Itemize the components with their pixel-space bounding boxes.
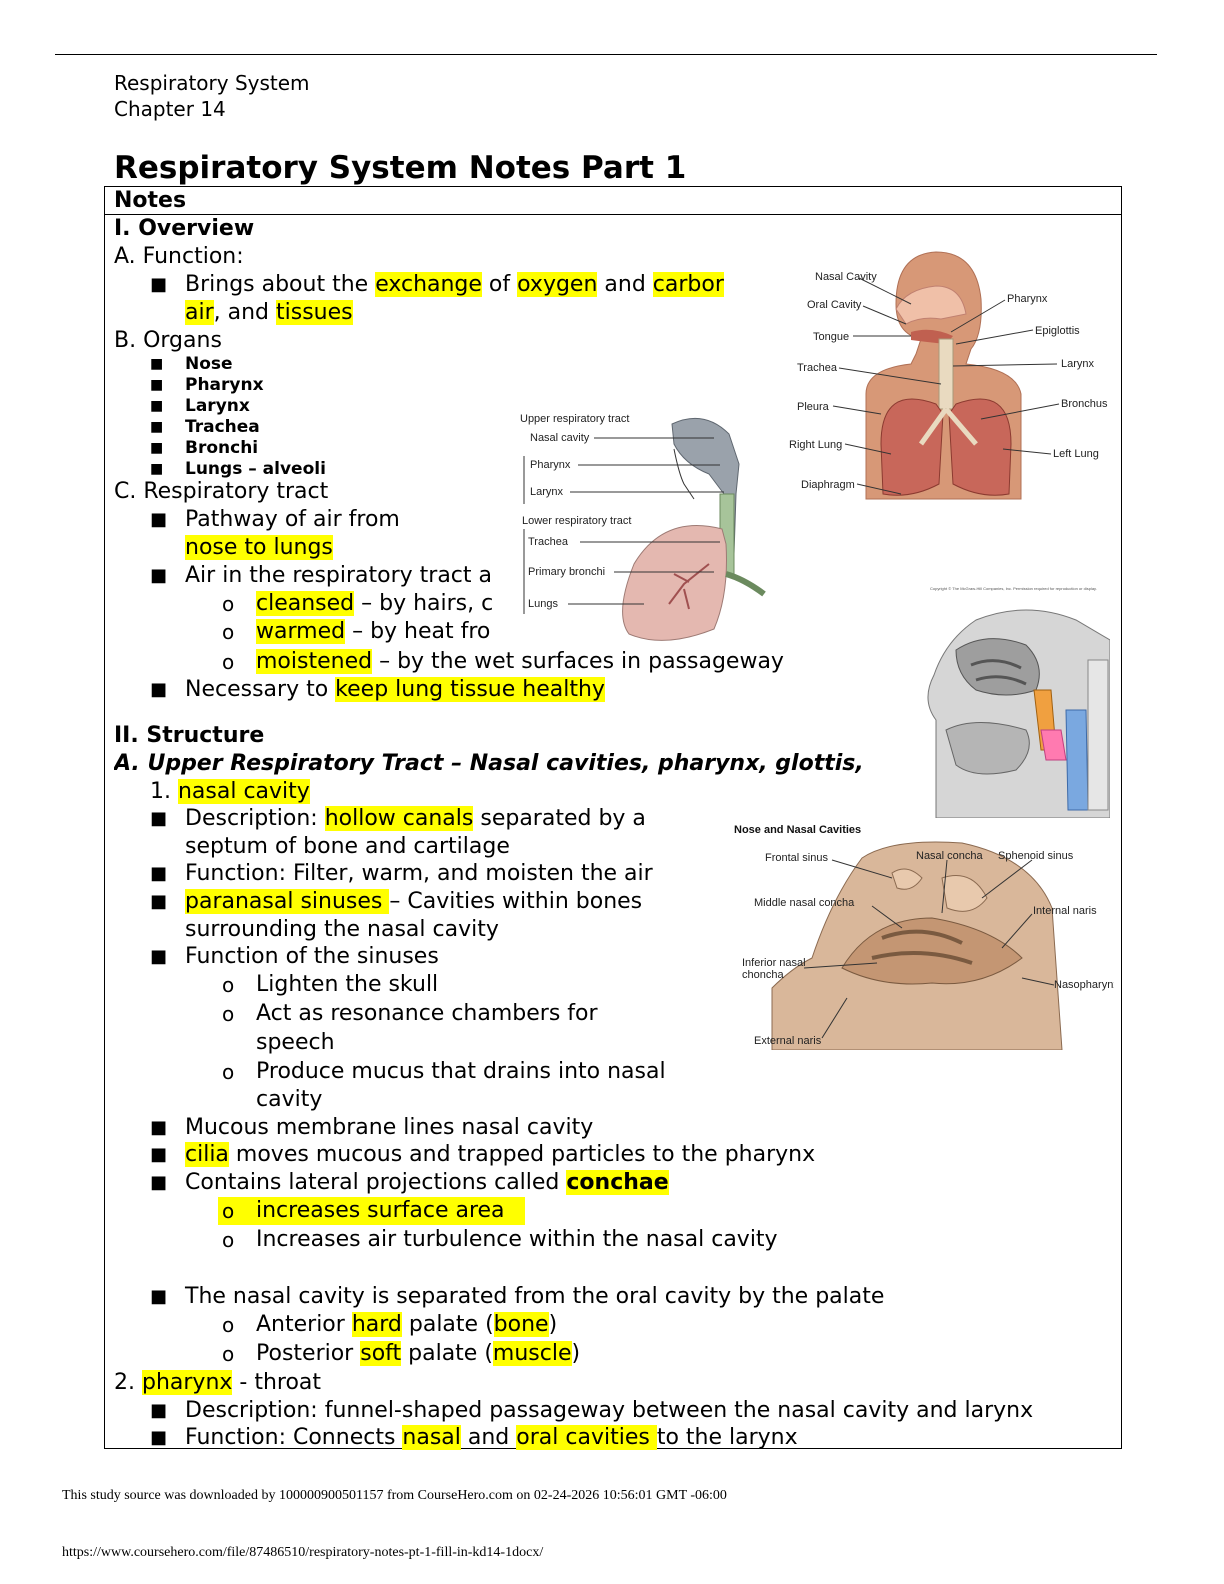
palate-line: The nasal cavity is separated from the oral cavity by the palate — [185, 1284, 885, 1309]
square-bullet: ■ — [150, 1286, 168, 1307]
function-line-2: air, and tissues — [185, 300, 353, 325]
download-notice: This study source was downloaded by 100000900501157 from CourseHero.com on 02-24-2026 10:56:01 GMT -06:00 — [62, 1488, 727, 1503]
label-choncha: choncha — [742, 969, 784, 981]
organ-item: Larynx — [185, 396, 250, 416]
label-right-lung: Right Lung — [789, 439, 843, 451]
organ-item: Trachea — [185, 417, 260, 437]
nasal-cavities-figure — [732, 818, 1114, 1050]
function-filter: Function: Filter, warm, and moisten the air — [185, 861, 653, 886]
page-title: Respiratory System Notes Part 1 — [114, 150, 687, 186]
square-bullet: ■ — [150, 356, 164, 372]
overview-heading: I. Overview — [114, 216, 255, 241]
notes-box-top — [104, 186, 1122, 187]
lower-tract-title: Lower respiratory tract — [522, 515, 632, 527]
circle-bullet: o — [222, 973, 235, 997]
square-bullet: ■ — [150, 1400, 168, 1421]
pharynx-heading: 2. pharynx - throat — [114, 1370, 322, 1395]
sagittal-head-figure — [916, 580, 1110, 818]
paranasal-line-1: paranasal sinuses – Cavities within bones — [185, 889, 643, 914]
nasal-cavity-heading: 1. nasal cavity — [150, 779, 310, 804]
circle-bullet: o — [222, 592, 235, 616]
square-bullet: ■ — [150, 461, 164, 477]
square-bullet: ■ — [150, 1172, 168, 1193]
top-rule — [55, 54, 1157, 55]
organ-item: Lungs – alveoli — [185, 459, 326, 479]
pharynx-description: Description: funnel-shaped passageway between the nasal cavity and larynx — [185, 1398, 1034, 1423]
square-bullet: ■ — [150, 891, 168, 912]
label-lungs-tract: Lungs — [528, 598, 558, 610]
label-oral-cavity: Oral Cavity — [807, 299, 862, 311]
surface-area-line: increases surface area — [256, 1198, 505, 1223]
label-pharynx-tract: Pharynx — [530, 459, 571, 471]
label-trachea: Trachea — [797, 362, 837, 374]
square-bullet: ■ — [150, 1427, 168, 1448]
respiratory-system-figure — [771, 244, 1120, 506]
description-line-1: Description: hollow canals separated by a — [185, 806, 646, 831]
notes-label: Notes — [114, 188, 187, 213]
source-url[interactable]: https://www.coursehero.com/file/87486510/respiratory-notes-pt-1-fill-in-kd14-1docx/ — [62, 1545, 544, 1560]
upper-tract-title: Upper respiratory tract — [520, 413, 630, 425]
label-nasal-cavity-tract: Nasal cavity — [530, 432, 590, 444]
moistened-line: moistened – by the wet surfaces in passageway — [256, 649, 784, 674]
circle-bullet: o — [222, 1313, 235, 1337]
nose-figure-title: Nose and Nasal Cavities — [734, 824, 862, 836]
organ-item: Nose — [185, 354, 233, 374]
label-larynx: Larynx — [1061, 358, 1095, 370]
square-bullet: ■ — [150, 377, 164, 393]
pharynx-function: Function: Connects nasal and oral cavities to the larynx — [185, 1425, 798, 1450]
label-inferior-nasal: Inferior nasal — [742, 957, 806, 969]
circle-bullet: o — [222, 650, 235, 674]
label-diaphragm: Diaphragm — [801, 479, 855, 491]
label-internal-naris: Internal naris — [1033, 905, 1097, 917]
square-bullet: ■ — [150, 398, 164, 414]
sinus-item: Act as resonance chambers for — [256, 1001, 598, 1026]
label-nasal-concha: Nasal concha — [916, 850, 983, 862]
square-bullet: ■ — [150, 808, 168, 829]
label-bronchus: Bronchus — [1061, 398, 1108, 410]
respiratory-tract-figure — [514, 404, 770, 644]
circle-bullet: o — [222, 620, 235, 644]
circle-bullet: o — [222, 1060, 235, 1084]
sinus-function: Function of the sinuses — [185, 944, 439, 969]
circle-bullet: o — [222, 1228, 235, 1252]
sinus-item: Produce mucus that drains into nasal — [256, 1059, 666, 1084]
organ-item: Pharynx — [185, 375, 264, 395]
sinus-item-cont: speech — [256, 1030, 335, 1055]
sinus-item-cont: cavity — [256, 1087, 323, 1112]
label-pleura: Pleura — [797, 401, 829, 413]
circle-bullet: o — [222, 1199, 235, 1223]
description-line-2: septum of bone and cartilage — [185, 834, 510, 859]
label-larynx-tract: Larynx — [530, 486, 564, 498]
necessary-line: Necessary to keep lung tissue healthy — [185, 677, 605, 702]
conchae-line: Contains lateral projections called conchae — [185, 1170, 669, 1195]
label-middle-nasal-concha: Middle nasal concha — [754, 897, 855, 909]
anterior-palate-line: Anterior hard palate (bone) — [256, 1312, 558, 1337]
square-bullet: ■ — [150, 946, 168, 967]
label-left-lung: Left Lung — [1053, 448, 1099, 460]
pathway-line-1: Pathway of air from — [185, 507, 400, 532]
square-bullet: ■ — [150, 863, 168, 884]
label-epiglottis: Epiglottis — [1035, 325, 1080, 337]
turbulence-line: Increases air turbulence within the nasal cavity — [256, 1227, 778, 1252]
square-bullet: ■ — [150, 509, 168, 530]
header-chapter: Chapter 14 — [114, 97, 226, 121]
organ-item: Bronchi — [185, 438, 259, 458]
sinus-item: Lighten the skull — [256, 972, 439, 997]
function-line-1: Brings about the exchange of oxygen and carbor — [185, 272, 724, 297]
tract-label: C. Respiratory tract — [114, 479, 329, 504]
label-external-naris: External naris — [754, 1035, 822, 1047]
label-primary-bronchi: Primary bronchi — [528, 566, 606, 578]
square-bullet: ■ — [150, 440, 164, 456]
cleansed-line: cleansed – by hairs, c — [256, 591, 494, 616]
square-bullet: ■ — [150, 1117, 168, 1138]
label-tongue: Tongue — [813, 331, 850, 343]
cilia-line: cilia moves mucous and trapped particles to the pharynx — [185, 1142, 816, 1167]
circle-bullet: o — [222, 1002, 235, 1026]
warmed-line: warmed – by heat fro — [256, 619, 491, 644]
label-nasal-cavity: Nasal Cavity — [815, 271, 877, 283]
notes-rule — [104, 214, 1122, 215]
structure-heading: II. Structure — [114, 723, 265, 748]
square-bullet: ■ — [150, 1144, 168, 1165]
function-label: A. Function: — [114, 244, 244, 269]
posterior-palate-line: Posterior soft palate (muscle) — [256, 1341, 581, 1366]
copyright-note: Copyright © The McGraw-Hill Companies, Inc. Permission required for reproduction or display. — [930, 586, 1097, 591]
label-sphenoid-sinus: Sphenoid sinus — [998, 850, 1074, 862]
square-bullet: ■ — [150, 565, 168, 586]
label-nasopharynx: Nasopharynx — [1054, 979, 1114, 991]
label-pharynx: Pharynx — [1007, 293, 1048, 305]
square-bullet: ■ — [150, 679, 168, 700]
square-bullet: ■ — [150, 274, 168, 295]
header-subject: Respiratory System — [114, 71, 310, 95]
organs-label: B. Organs — [114, 328, 222, 353]
label-trachea-tract: Trachea — [528, 536, 568, 548]
upper-tract-heading: A. Upper Respiratory Tract – Nasal cavities, pharynx, glottis, — [114, 751, 864, 776]
paranasal-line-2: surrounding the nasal cavity — [185, 917, 499, 942]
square-bullet: ■ — [150, 419, 164, 435]
circle-bullet: o — [222, 1342, 235, 1366]
pathway-line-2: nose to lungs — [185, 535, 333, 560]
label-frontal-sinus: Frontal sinus — [765, 852, 828, 864]
air-line: Air in the respiratory tract a — [185, 563, 493, 588]
mucous-line: Mucous membrane lines nasal cavity — [185, 1115, 594, 1140]
